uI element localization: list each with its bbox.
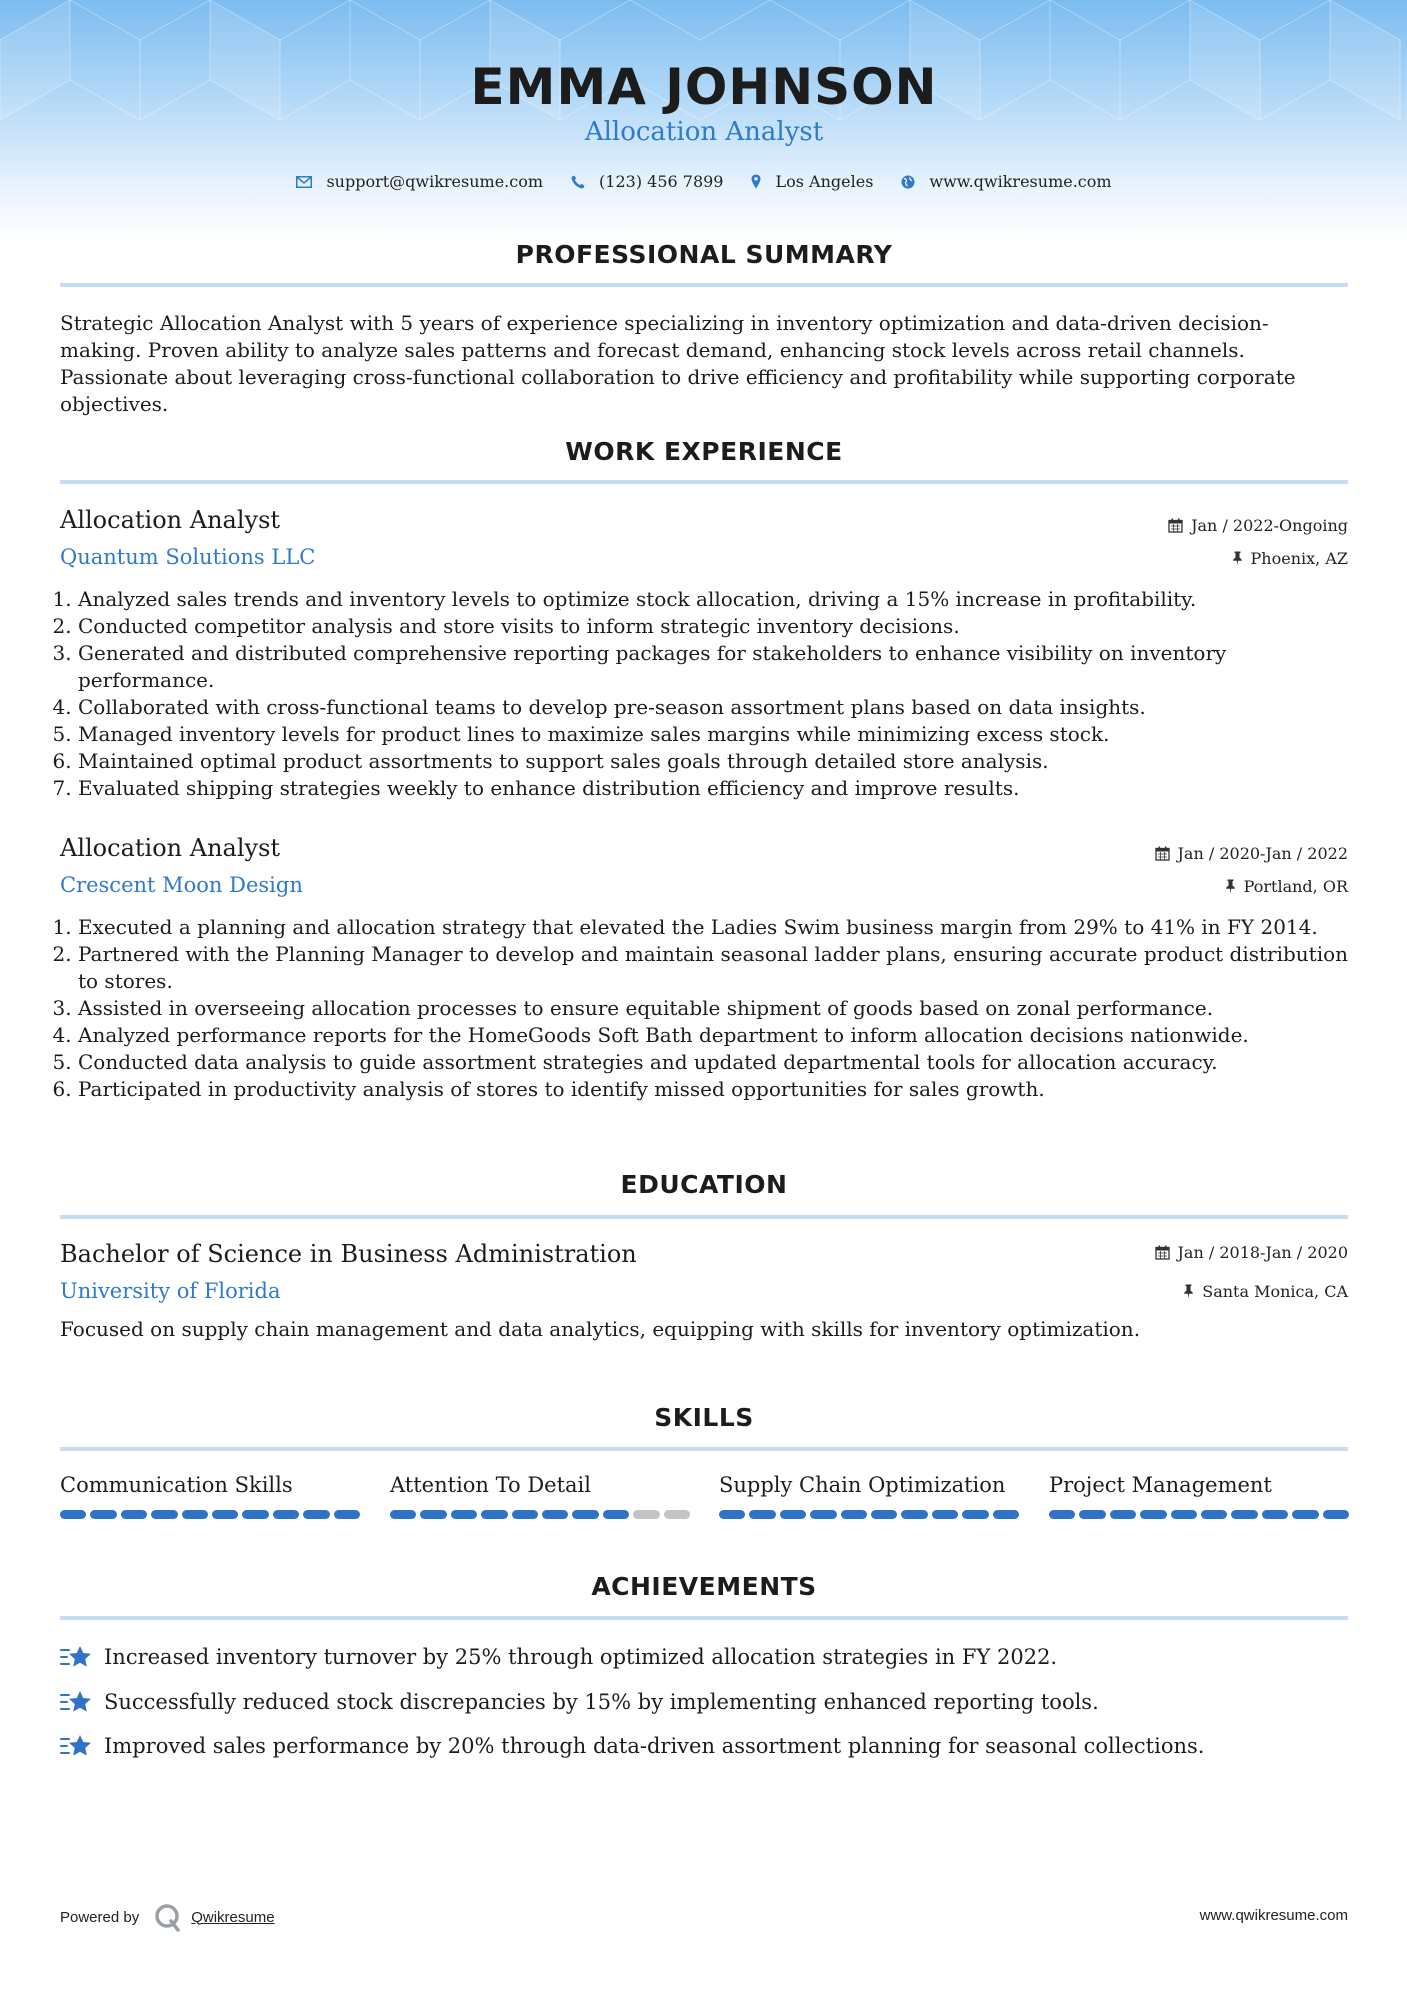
skill-segment-filled — [121, 1510, 147, 1519]
globe-icon — [901, 175, 915, 189]
job-location-text: Portland, OR — [1243, 877, 1348, 896]
skill-segment-filled — [1079, 1510, 1105, 1519]
skill-segment-filled — [1201, 1510, 1227, 1519]
skill-segment-filled — [1262, 1510, 1288, 1519]
brand-link[interactable]: Qwikresume — [191, 1908, 275, 1926]
job-dates — [1168, 516, 1348, 535]
skill-segment-filled — [810, 1510, 836, 1519]
skill-name: Supply Chain Optimization — [719, 1473, 1006, 1497]
skill-segment-filled — [962, 1510, 988, 1519]
skill-rating — [390, 1510, 690, 1519]
achievement-text: Successfully reduced stock discrepancies by 15% by implementing enhanced reporting tools. — [104, 1690, 1099, 1714]
job-title: Allocation Analyst — [60, 506, 281, 534]
job-location-text: Phoenix, AZ — [1250, 549, 1348, 568]
section-title-summary: PROFESSIONAL SUMMARY — [515, 240, 893, 269]
skill-segment-filled — [871, 1510, 897, 1519]
achievement-text: Increased inventory turnover by 25% through optimized allocation strategies in FY 2022. — [104, 1645, 1058, 1669]
star-icon — [60, 1689, 94, 1715]
map-pin-icon — [751, 174, 761, 189]
pushpin-icon — [1183, 1284, 1194, 1299]
skill-segment-filled — [1231, 1510, 1257, 1519]
skill-segment-filled — [780, 1510, 806, 1519]
calendar-icon — [1155, 1245, 1170, 1260]
skill-rating — [1049, 1510, 1349, 1519]
skill-segment-filled — [334, 1510, 360, 1519]
skill-segment-filled — [303, 1510, 329, 1519]
list-item: 6. Maintained optimal product assortments to support sales goals through detailed store analysis. — [78, 748, 1366, 775]
job-location — [1225, 877, 1348, 896]
skill-segment-filled — [572, 1510, 598, 1519]
skill-segment-filled — [390, 1510, 416, 1519]
contact-location — [751, 172, 873, 191]
job-bullets — [60, 586, 1366, 802]
skill-segment-filled — [603, 1510, 629, 1519]
list-item: 4. Analyzed performance reports for the HomeGoods Soft Bath department to inform allocation decisions nationwide. — [78, 1022, 1366, 1049]
footer-website[interactable]: www.qwikresume.com — [1199, 1907, 1348, 1924]
contact-email-text: support@qwikresume.com — [326, 172, 544, 191]
achievement-item — [60, 1644, 1057, 1670]
contact-phone[interactable] — [571, 172, 723, 191]
skill-rating — [60, 1510, 360, 1519]
company-name: Quantum Solutions LLC — [60, 545, 316, 569]
section-divider — [60, 480, 1348, 484]
job-location — [1232, 549, 1348, 568]
skill-segment-filled — [420, 1510, 446, 1519]
achievement-item — [60, 1689, 1099, 1715]
list-item: 7. Evaluated shipping strategies weekly to enhance distribution efficiency and improve results. — [78, 775, 1366, 802]
skill-segment-filled — [993, 1510, 1019, 1519]
list-item: 3. Assisted in overseeing allocation processes to ensure equitable shipment of goods based on zonal performance. — [78, 995, 1366, 1022]
summary-text: Strategic Allocation Analyst with 5 years of experience specializing in inventory optimization and data-driven decision-making. Proven ability to analyze sales patterns and forecast demand, enhancing stock levels across retail channels. Passionate about leveraging cross-functional collaboration to drive efficiency and profitability while supporting corporate objectives. — [60, 311, 1296, 416]
list-item: 4. Collaborated with cross-functional teams to develop pre-season assortment plans based on data insights. — [78, 694, 1366, 721]
section-divider — [60, 283, 1348, 287]
school-name: University of Florida — [60, 1279, 281, 1303]
list-item: 2. Conducted competitor analysis and store visits to inform strategic inventory decisions. — [78, 613, 1366, 640]
skill-segment-filled — [451, 1510, 477, 1519]
contact-email[interactable] — [296, 172, 543, 191]
job-dates-text: Jan / 2022-Ongoing — [1191, 516, 1348, 535]
skill-segment-filled — [60, 1510, 86, 1519]
job-title: Allocation Analyst — [60, 834, 281, 862]
section-divider — [60, 1215, 1348, 1219]
skill-segment-filled — [512, 1510, 538, 1519]
skill-segment-filled — [1049, 1510, 1075, 1519]
contact-website-text: www.qwikresume.com — [929, 172, 1112, 191]
job-dates-text: Jan / 2020-Jan / 2022 — [1177, 844, 1348, 863]
skill-rating — [719, 1510, 1019, 1519]
star-icon — [60, 1733, 94, 1759]
section-title-achievements: ACHIEVEMENTS — [591, 1572, 817, 1601]
calendar-icon — [1168, 518, 1183, 533]
footer-powered-by — [60, 1902, 275, 1932]
list-item: 6. Participated in productivity analysis of stores to identify missed opportunities for sales growth. — [78, 1076, 1366, 1103]
skill-segment-filled — [151, 1510, 177, 1519]
skill-segment-filled — [1140, 1510, 1166, 1519]
qwikresume-logo-icon — [153, 1902, 183, 1932]
list-item: 2. Partnered with the Planning Manager to develop and maintain seasonal ladder plans, ensuring accurate product distribution to stores. — [78, 941, 1366, 995]
job-dates — [1155, 844, 1348, 863]
education-location — [1183, 1282, 1348, 1301]
skill-segment-filled — [542, 1510, 568, 1519]
list-item: 3. Generated and distributed comprehensive reporting packages for stakeholders to enhance visibility on inventory performance. — [78, 640, 1366, 694]
list-item: 5. Conducted data analysis to guide assortment strategies and updated departmental tools for allocation accuracy. — [78, 1049, 1366, 1076]
achievement-item — [60, 1733, 1204, 1759]
skill-segment-filled — [242, 1510, 268, 1519]
skill-segment-filled — [1171, 1510, 1197, 1519]
skill-name: Attention To Detail — [390, 1473, 591, 1497]
degree-title: Bachelor of Science in Business Administration — [60, 1240, 637, 1268]
education-dates-text: Jan / 2018-Jan / 2020 — [1177, 1243, 1348, 1262]
skill-segment-filled — [273, 1510, 299, 1519]
company-name: Crescent Moon Design — [60, 873, 303, 897]
list-item: 5. Managed inventory levels for product lines to maximize sales margins while minimizing excess stock. — [78, 721, 1366, 748]
skill-segment-filled — [481, 1510, 507, 1519]
education-description: Focused on supply chain management and data analytics, equipping with skills for inventory optimization. — [60, 1317, 1141, 1341]
contact-bar — [60, 172, 1348, 191]
section-title-education: EDUCATION — [620, 1170, 788, 1199]
skill-segment-filled — [1110, 1510, 1136, 1519]
skill-segment-filled — [932, 1510, 958, 1519]
calendar-icon — [1155, 846, 1170, 861]
section-title-skills: SKILLS — [654, 1403, 754, 1432]
skill-segment-filled — [182, 1510, 208, 1519]
education-location-text: Santa Monica, CA — [1202, 1282, 1348, 1301]
skill-segment-filled — [901, 1510, 927, 1519]
pushpin-icon — [1232, 551, 1243, 566]
achievement-text: Improved sales performance by 20% through data-driven assortment planning for seasonal collections. — [104, 1734, 1205, 1758]
powered-by-label: Powered by — [60, 1908, 140, 1926]
skill-segment-filled — [841, 1510, 867, 1519]
list-item: 1. Analyzed sales trends and inventory levels to optimize stock allocation, driving a 15% increase in profitability. — [78, 586, 1366, 613]
contact-website[interactable] — [901, 172, 1111, 191]
skill-name: Communication Skills — [60, 1473, 293, 1497]
job-bullets — [60, 914, 1366, 1103]
skill-segment-empty — [664, 1510, 690, 1519]
envelope-icon — [296, 176, 312, 188]
phone-icon — [571, 175, 585, 189]
star-icon — [60, 1644, 94, 1670]
skill-segment-empty — [633, 1510, 659, 1519]
pushpin-icon — [1225, 879, 1236, 894]
skill-segment-filled — [212, 1510, 238, 1519]
contact-phone-text: (123) 456 7899 — [599, 172, 724, 191]
education-dates — [1155, 1243, 1348, 1262]
skill-segment-filled — [1292, 1510, 1318, 1519]
contact-location-text: Los Angeles — [775, 172, 874, 191]
skill-name: Project Management — [1049, 1473, 1272, 1497]
skill-segment-filled — [719, 1510, 745, 1519]
section-divider — [60, 1447, 1348, 1451]
skill-segment-filled — [1323, 1510, 1349, 1519]
candidate-role: Allocation Analyst — [584, 117, 824, 147]
list-item: 1. Executed a planning and allocation strategy that elevated the Ladies Swim business margin from 29% to 41% in FY 2014. — [78, 914, 1366, 941]
skill-segment-filled — [90, 1510, 116, 1519]
section-divider — [60, 1616, 1348, 1620]
section-title-experience: WORK EXPERIENCE — [565, 437, 843, 466]
skill-segment-filled — [749, 1510, 775, 1519]
candidate-name: EMMA JOHNSON — [470, 58, 938, 116]
